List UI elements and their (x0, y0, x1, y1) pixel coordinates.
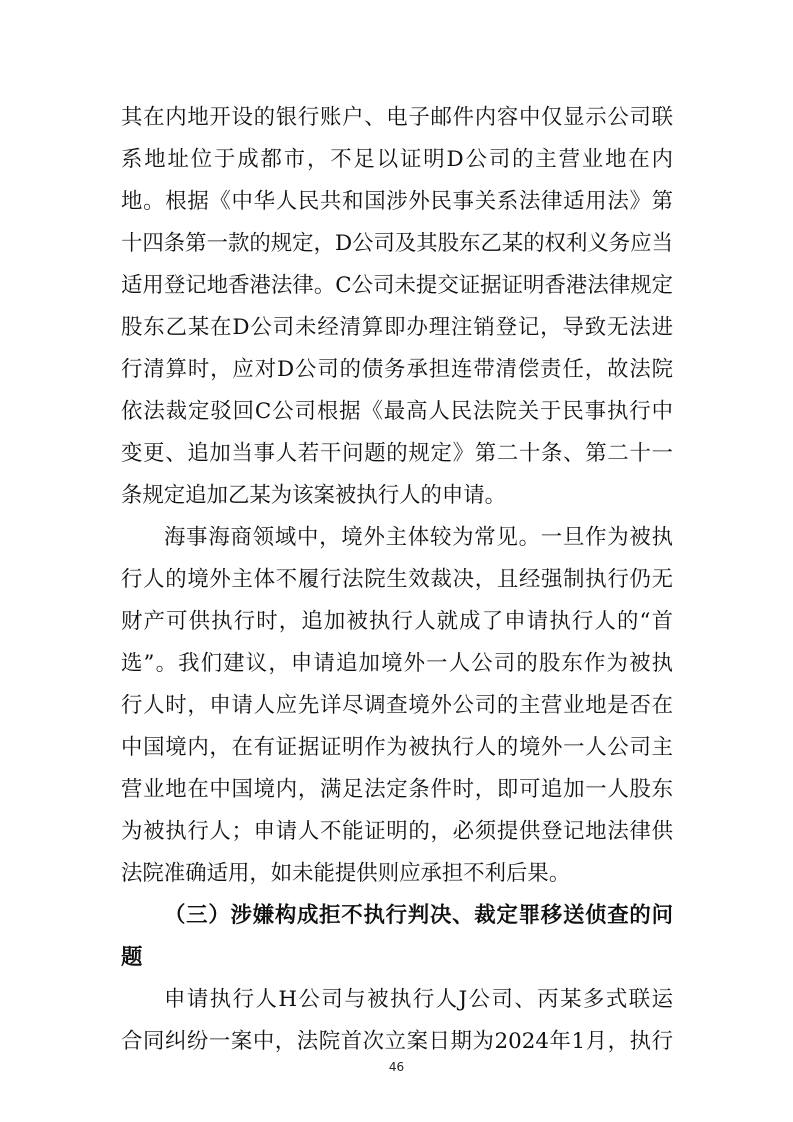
paragraph-line: 选”。我们建议，申请追加境外一人公司的股东作为被执 (121, 651, 673, 676)
paragraph-line: 依法裁定驳回C公司根据《最高人民法院关于民事执行中 (121, 399, 673, 424)
section-heading: （三）涉嫌构成拒不执行判决、裁定罪移送侦查的问 (164, 903, 673, 928)
paragraph-line: 为被执行人；申请人不能证明的，必须提供登记地法律供 (121, 819, 673, 844)
paragraph-line: 变更、追加当事人若干问题的规定》第二十条、第二十一 (121, 441, 673, 466)
paragraph-line: 法院准确适用，如未能提供则应承担不利后果。 (121, 861, 571, 886)
paragraph-line: 财产可供执行时，追加被执行人就成了申请执行人的“首 (121, 609, 673, 634)
paragraph-line: 申请执行人H公司与被执行人J公司、丙某多式联运 (164, 987, 673, 1012)
paragraph-line: 条规定追加乙某为该案被执行人的申请。 (121, 483, 507, 508)
paragraph-line: 适用登记地香港法律。C公司未提交证据证明香港法律规定 (121, 273, 673, 298)
paragraph-line: 十四条第一款的规定，D公司及其股东乙某的权利义务应当 (121, 231, 673, 256)
paragraph-line: 系地址位于成都市，不足以证明D公司的主营业地在内 (121, 147, 673, 172)
paragraph-line: 营业地在中国境内，满足法定条件时，即可追加一人股东 (121, 777, 673, 802)
paragraph-line: 海事海商领域中，境外主体较为常见。一旦作为被执 (164, 525, 673, 550)
paragraph-line: 行清算时，应对D公司的债务承担连带清偿责任，故法院 (121, 357, 673, 382)
paragraph-line: 合同纠纷一案中，法院首次立案日期为2024年1月，执行 (121, 1029, 673, 1054)
paragraph-line: 行人时，申请人应先详尽调查境外公司的主营业地是否在 (121, 693, 673, 718)
paragraph-line: 行人的境外主体不履行法院生效裁决，且经强制执行仍无 (121, 567, 673, 592)
paragraph-line: 中国境内，在有证据证明作为被执行人的境外一人公司主 (121, 735, 673, 760)
paragraph-line: 其在内地开设的银行账户、电子邮件内容中仅显示公司联 (121, 105, 673, 130)
page-number: 46 (388, 1060, 405, 1074)
paragraph-line: 地。根据《中华人民共和国涉外民事关系法律适用法》第 (121, 189, 673, 214)
section-heading: 题 (121, 945, 143, 970)
paragraph-line: 股东乙某在D公司未经清算即办理注销登记，导致无法进 (121, 315, 673, 340)
